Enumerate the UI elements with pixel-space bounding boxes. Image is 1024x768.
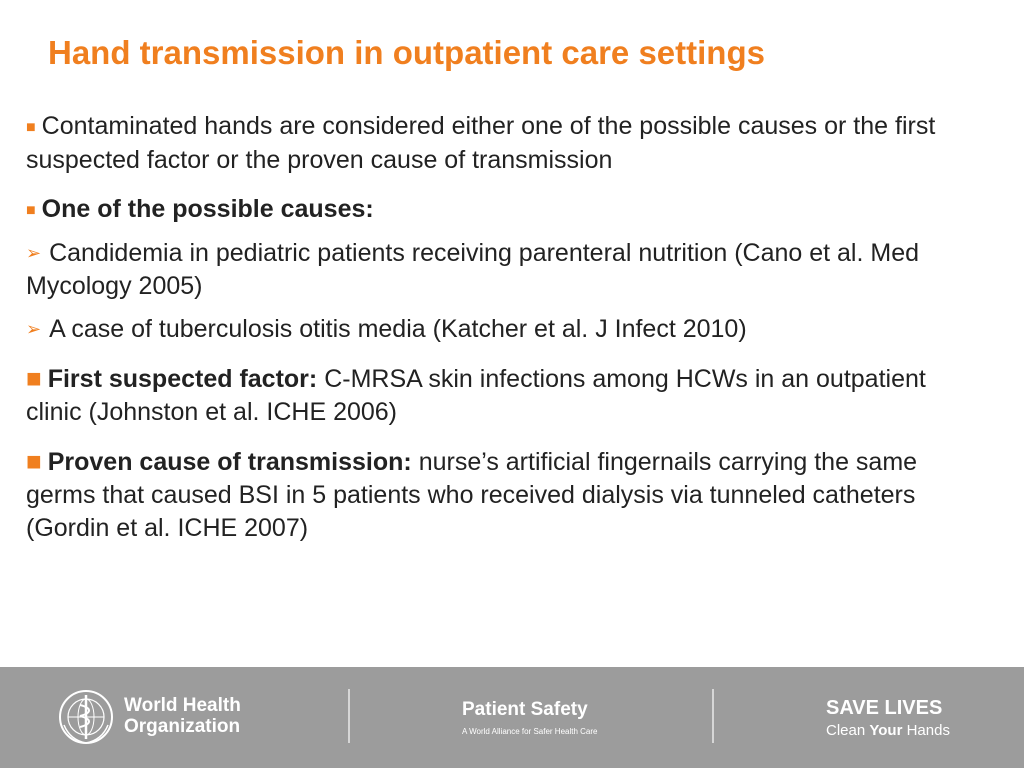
square-bullet-icon: ■ <box>26 363 42 393</box>
bullet-possible-causes <box>26 193 986 227</box>
footer-divider <box>712 689 714 743</box>
square-bullet-icon: ■ <box>26 446 42 476</box>
who-emblem-icon <box>58 689 114 745</box>
footer-divider <box>348 689 350 743</box>
bullet-text: C-MRSA skin infections among HCWs in an outpatient clinic (Johnston et al. ICHE 2006) <box>26 365 926 426</box>
arrow-bullet-icon: ➢ <box>26 243 42 263</box>
arrow-bullet-icon: ➢ <box>26 319 42 339</box>
slide-content <box>26 110 986 561</box>
patient-safety-title: Patient Safety <box>462 699 588 720</box>
who-line-1: World Health <box>124 695 241 716</box>
sub-bullet-tuberculosis <box>26 313 986 346</box>
save-lives-block <box>826 697 950 741</box>
bullet-label: First suspected factor: <box>47 365 318 393</box>
save-lives-sub-part: Clean <box>826 722 870 739</box>
bullet-proven-cause <box>26 445 986 545</box>
who-line-2: Organization <box>124 716 241 737</box>
bullet-text: Contaminated hands are considered either one of the possible causes or the first suspected factor or the proven cause of transmission <box>26 112 936 174</box>
save-lives-sub-part: Hands <box>902 722 950 739</box>
footer-bar <box>0 667 1024 768</box>
who-wordmark <box>124 695 241 737</box>
save-lives-title: SAVE LIVES <box>826 697 943 719</box>
slide-title: Hand transmission in outpatient care settings <box>48 34 765 71</box>
bullet-heading: One of the possible causes: <box>41 195 374 223</box>
bullet-first-suspected <box>26 362 986 429</box>
save-lives-sub-bold: Your <box>869 722 903 739</box>
sub-bullet-text: Candidemia in pediatric patients receiving parenteral nutrition (Cano et al. Med Mycology 2005) <box>26 239 920 300</box>
bullet-text: nurse’s artificial fingernails carrying the same germs that caused BSI in 5 patients who received dialysis via tunneled catheters (Gordin et al. ICHE 2007) <box>26 448 918 542</box>
bullet-contaminated-hands <box>26 110 986 177</box>
sub-bullet-text: A case of tuberculosis otitis media (Katcher et al. J Infect 2010) <box>49 315 747 343</box>
patient-safety-block <box>462 699 597 736</box>
bullet-label: Proven cause of transmission: <box>47 448 412 476</box>
patient-safety-subtitle: A World Alliance for Safer Health Care <box>462 727 598 736</box>
square-bullet-icon: ■ <box>26 119 36 136</box>
sub-bullet-candidemia <box>26 237 986 303</box>
save-lives-subtitle <box>826 721 950 741</box>
square-bullet-icon: ■ <box>26 202 36 219</box>
